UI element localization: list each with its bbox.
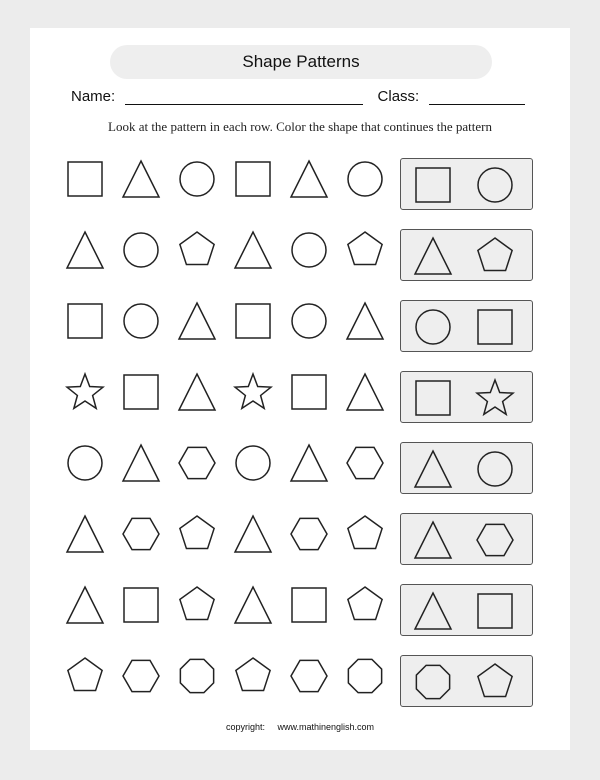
square-icon xyxy=(121,372,161,417)
pentagon-choice-icon[interactable] xyxy=(475,236,515,281)
instructions: Look at the pattern in each row. Color the shape that continues the pattern xyxy=(108,119,492,134)
circle-choice-icon[interactable] xyxy=(475,449,515,494)
octagon-icon xyxy=(177,656,217,701)
pattern-row xyxy=(30,159,570,211)
class-label: Class: xyxy=(377,88,420,105)
pentagon-icon xyxy=(177,585,217,630)
octagon-icon xyxy=(345,656,385,701)
square-icon xyxy=(233,159,273,204)
page-title: Shape Patterns xyxy=(110,45,492,79)
circle-icon xyxy=(289,230,329,275)
hexagon-icon xyxy=(289,656,329,701)
answer-choices-box xyxy=(400,158,533,210)
answer-choices-box xyxy=(400,584,533,636)
pentagon-choice-icon[interactable] xyxy=(475,662,515,707)
star-icon xyxy=(233,372,273,417)
answer-choices-box xyxy=(400,300,533,352)
pattern-row xyxy=(30,301,570,353)
answer-choices-box xyxy=(400,371,533,423)
name-field[interactable] xyxy=(125,88,363,105)
triangle-icon xyxy=(233,230,273,275)
hexagon-icon xyxy=(289,514,329,559)
triangle-icon xyxy=(345,372,385,417)
pentagon-icon xyxy=(177,230,217,275)
footer xyxy=(30,722,570,732)
pattern-row xyxy=(30,372,570,424)
square-choice-icon[interactable] xyxy=(475,591,515,636)
triangle-icon xyxy=(121,159,161,204)
triangle-choice-icon[interactable] xyxy=(413,236,453,281)
answer-choices-box xyxy=(400,513,533,565)
triangle-icon xyxy=(177,372,217,417)
circle-icon xyxy=(121,230,161,275)
square-choice-icon[interactable] xyxy=(413,165,453,210)
star-icon xyxy=(65,372,105,417)
triangle-icon xyxy=(233,585,273,630)
circle-icon xyxy=(233,443,273,488)
octagon-choice-icon[interactable] xyxy=(413,662,453,707)
circle-choice-icon[interactable] xyxy=(475,165,515,210)
pentagon-icon xyxy=(233,656,273,701)
website-link[interactable]: www.mathinenglish.com xyxy=(277,722,375,732)
triangle-icon xyxy=(177,301,217,346)
name-label: Name: xyxy=(71,88,116,105)
pattern-row xyxy=(30,514,570,566)
circle-icon xyxy=(65,443,105,488)
circle-icon xyxy=(177,159,217,204)
triangle-icon xyxy=(65,514,105,559)
square-choice-icon[interactable] xyxy=(413,378,453,423)
pattern-row xyxy=(30,443,570,495)
answer-choices-box xyxy=(400,229,533,281)
circle-icon xyxy=(121,301,161,346)
triangle-icon xyxy=(121,443,161,488)
square-icon xyxy=(121,585,161,630)
triangle-icon xyxy=(345,301,385,346)
answer-choices-box xyxy=(400,442,533,494)
triangle-icon xyxy=(289,159,329,204)
pentagon-icon xyxy=(177,514,217,559)
square-icon xyxy=(233,301,273,346)
triangle-icon xyxy=(65,230,105,275)
triangle-icon xyxy=(289,443,329,488)
pattern-row xyxy=(30,656,570,708)
circle-icon xyxy=(345,159,385,204)
star-choice-icon[interactable] xyxy=(475,378,515,423)
pentagon-icon xyxy=(345,585,385,630)
circle-choice-icon[interactable] xyxy=(413,307,453,352)
triangle-choice-icon[interactable] xyxy=(413,449,453,494)
worksheet xyxy=(30,28,570,750)
copyright-label: copyright: xyxy=(225,722,265,732)
hexagon-choice-icon[interactable] xyxy=(475,520,515,565)
triangle-icon xyxy=(65,585,105,630)
triangle-icon xyxy=(233,514,273,559)
pentagon-icon xyxy=(345,514,385,559)
pattern-row xyxy=(30,230,570,282)
circle-icon xyxy=(289,301,329,346)
name-class-row xyxy=(71,88,525,105)
pentagon-icon xyxy=(345,230,385,275)
class-field[interactable] xyxy=(429,88,525,105)
square-icon xyxy=(65,159,105,204)
square-choice-icon[interactable] xyxy=(475,307,515,352)
hexagon-icon xyxy=(121,514,161,559)
square-icon xyxy=(289,585,329,630)
square-icon xyxy=(65,301,105,346)
square-icon xyxy=(289,372,329,417)
hexagon-icon xyxy=(177,443,217,488)
hexagon-icon xyxy=(345,443,385,488)
triangle-choice-icon[interactable] xyxy=(413,591,453,636)
answer-choices-box xyxy=(400,655,533,707)
pattern-row xyxy=(30,585,570,637)
pentagon-icon xyxy=(65,656,105,701)
hexagon-icon xyxy=(121,656,161,701)
triangle-choice-icon[interactable] xyxy=(413,520,453,565)
